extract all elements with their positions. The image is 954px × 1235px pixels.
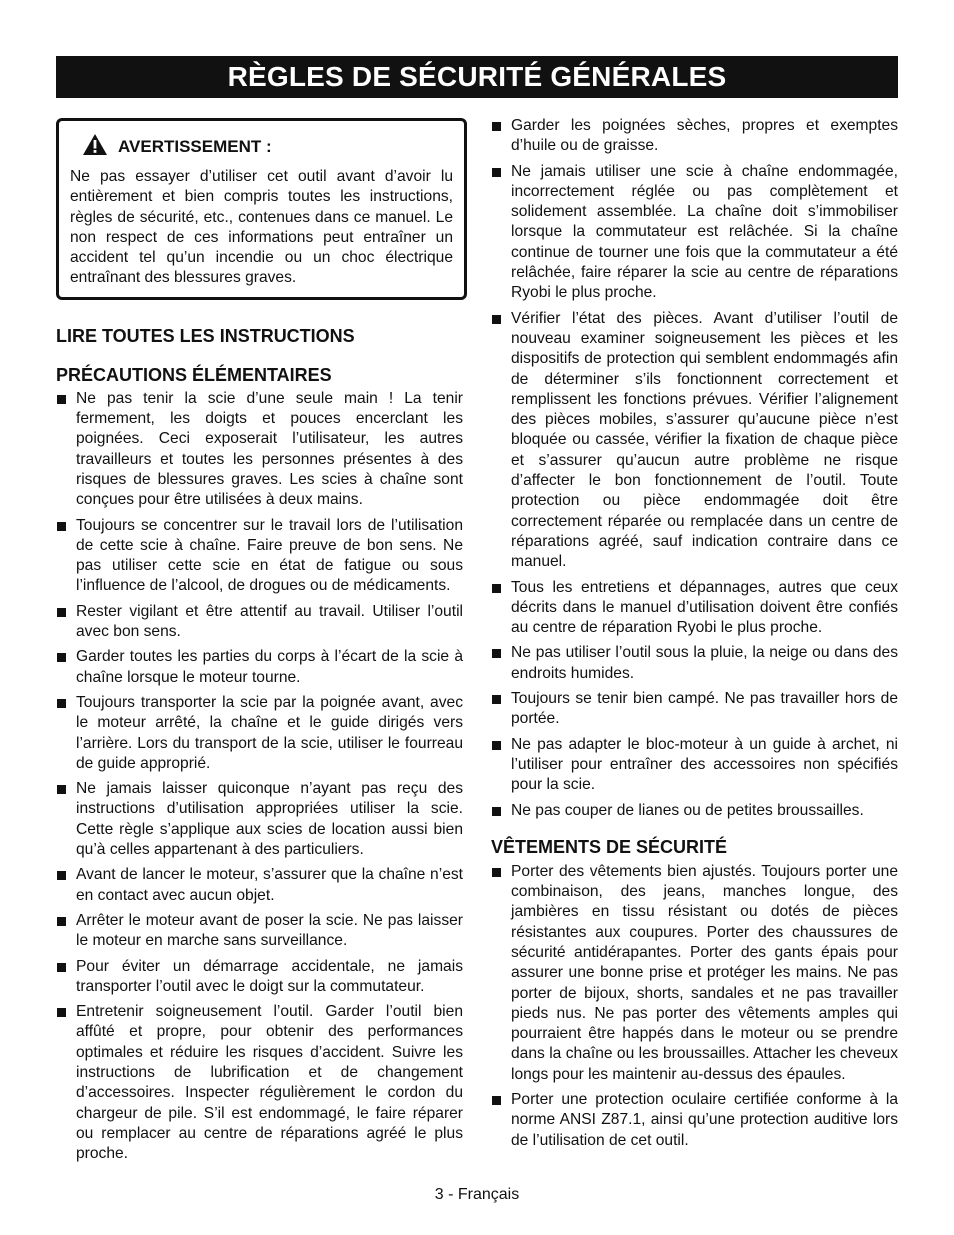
- warning-box: [56, 118, 467, 300]
- warning-header: [82, 133, 453, 161]
- list-item: Vérifier l’état des pièces. Avant d’utiliser l’outil de nouveau examiner soigneusement les pièces et les dispositifs de protection qui semblent endommagés afin de déterminer s’ils fonctionnent correctement et remplissent les fonctions prévues. Vérifier l’alignement des pièces mobiles, s’assurer qu’aucune pièce n’est bloquée ou cassée, vérifier la fixation de chaque pièce et s’assurer qu’aucun autre problème ne risque d’affecter le bon fonctionnement de l’outil. Toute protection ou pièce endommagée doit être correctement réparée ou remplacée dans un centre de réparations agréé, sauf indication contraire dans ce manuel.: [491, 309, 898, 573]
- bullet-square-icon: [57, 395, 66, 404]
- bullet-square-icon: [57, 871, 66, 880]
- bullet-square-icon: [492, 649, 501, 658]
- bullet-square-icon: [492, 315, 501, 324]
- bullet-square-icon: [57, 963, 66, 972]
- list-item: Pour éviter un démarrage accidentale, ne jamais transporter l’outil avec le doigt sur la commutateur.: [56, 957, 463, 998]
- precautions-list: [56, 389, 463, 1165]
- page-footer: 3 - Français: [434, 1186, 520, 1203]
- bullet-square-icon: [492, 1096, 501, 1105]
- bullet-square-icon: [57, 917, 66, 926]
- list-item: Tous les entretiens et dépannages, autres que ceux décrits dans le manuel d’utilisation doivent être confiés au centre de réparation Ryobi le plus proche.: [491, 578, 898, 639]
- bullet-square-icon: [492, 868, 501, 877]
- list-item: Entretenir soigneusement l’outil. Garder l’outil bien affûté et propre, pour obtenir des performances optimales et réduire les risques d’accident. Suivre les instructions de lubrification et de changement d’accessoires. Inspecter régulièrement le cordon du chargeur de pile. S’il est endommagé, le faire réparer ou remplacer au centre de réparations agréé le plus proche.: [56, 1002, 463, 1164]
- list-item: Arrêter le moteur avant de poser la scie. Ne pas laisser le moteur en marche sans surveillance.: [56, 911, 463, 952]
- bullet-square-icon: [57, 699, 66, 708]
- list-item: Porter une protection oculaire certifiée conforme à la norme ANSI Z87.1, ainsi qu’une protection auditive lors de l’utilisation de cet outil.: [491, 1090, 898, 1151]
- right-column: [491, 116, 898, 1156]
- page-title-bar: [56, 56, 898, 98]
- list-item: Ne pas utiliser l’outil sous la pluie, la neige ou dans des endroits humides.: [491, 643, 898, 684]
- bullet-square-icon: [57, 653, 66, 662]
- bullet-square-icon: [57, 608, 66, 617]
- list-item: Ne pas couper de lianes ou de petites broussailles.: [491, 801, 898, 821]
- heading-safety-clothing: VÊTEMENTS DE SÉCURITÉ: [491, 836, 728, 857]
- list-item: Ne pas tenir la scie d’une seule main ! La tenir fermement, les doigts et pouces encerclant les poignées. Ceci exposerait l’utilisateur, les autres travailleurs et toutes les personnes présentes à des risques de blessures graves. Les scies à chaîne sont conçues pour être utilisées à deux mains.: [56, 389, 463, 511]
- page-title: RÈGLES DE SÉCURITÉ GÉNÉRALES: [227, 61, 727, 92]
- clothing-list: [491, 862, 898, 1151]
- bullet-square-icon: [57, 522, 66, 531]
- warning-label: AVERTISSEMENT :: [118, 137, 272, 156]
- list-item: Toujours se concentrer sur le travail lors de l’utilisation de cette scie à chaîne. Faire preuve de bon sens. Ne pas utiliser cette scie en état de fatigue ou sous l’influence de l’alcool, de drogues ou de médicaments.: [56, 516, 463, 597]
- bullet-square-icon: [57, 785, 66, 794]
- list-item: Porter des vêtements bien ajustés. Toujours porter une combinaison, des jeans, manches longue, des jambières en tissu résistant ou dotés de pièces résistantes aux coupures. Porter des chaussures de sécurité antidérapantes. Porter des gants épais pour assurer une bonne prise et protéger les mains. Ne pas porter de bijoux, shorts, sandales et ne pas travailler pieds nus. Ne pas porter des vêtements amples qui pourraient être happés dans le moteur ou se prendre dans la chaîne ou les broussailles. Attacher les cheveux longs pour les maintenir au-dessus des épaules.: [491, 862, 898, 1085]
- heading-precautions: PRÉCAUTIONS ÉLÉMENTAIRES: [56, 364, 332, 385]
- bullet-square-icon: [492, 807, 501, 816]
- left-column: [56, 118, 463, 1169]
- bullet-square-icon: [492, 741, 501, 750]
- bullet-square-icon: [492, 168, 501, 177]
- heading-read-instructions: LIRE TOUTES LES INSTRUCTIONS: [56, 325, 355, 346]
- list-item: Garder les poignées sèches, propres et exemptes d’huile ou de graisse.: [491, 116, 898, 157]
- list-item: Ne jamais laisser quiconque n’ayant pas reçu des instructions d’utilisation appropriées utiliser la scie. Cette règle s’applique aux scies de location aussi bien qu’à celles appartenant à des particuliers.: [56, 779, 463, 860]
- precautions-list-continued: [491, 116, 898, 821]
- list-item: Ne jamais utiliser une scie à chaîne endommagée, incorrectement réglée ou pas complètement et solidement assemblée. La chaîne doit s’immobiliser lorsque la commutateur est relâchée. Si la chaîne continue de tourner une fois que la commutateur a été relâchée, faire réparer la scie au centre de réparations Ryobi le plus proche.: [491, 162, 898, 304]
- list-item: Avant de lancer le moteur, s’assurer que la chaîne n’est en contact avec aucun objet.: [56, 865, 463, 906]
- list-item: Ne pas adapter le bloc-moteur à un guide à archet, ni l’utiliser pour entraîner des accessoires non spécifiés pour la scie.: [491, 735, 898, 796]
- warning-triangle-icon: [82, 133, 108, 161]
- warning-text: Ne pas essayer d’utiliser cet outil avant d’avoir lu entièrement et bien compris toutes les instructions, règles de sécurité, etc., contenues dans ce manuel. Le non respect de ces informations peut entraîner un accident tel qu’un incendie ou un choc électrique entraînant des blessures graves.: [70, 168, 453, 287]
- list-item: Toujours transporter la scie par la poignée avant, avec le moteur arrêté, la chaîne et le guide dirigés vers l’arrière. Lors du transport de la scie, utiliser le fourreau de guide approprié.: [56, 693, 463, 774]
- bullet-square-icon: [492, 695, 501, 704]
- bullet-square-icon: [492, 122, 501, 131]
- list-item: Garder toutes les parties du corps à l’écart de la scie à chaîne lorsque le moteur tourne.: [56, 647, 463, 688]
- bullet-square-icon: [57, 1008, 66, 1017]
- bullet-square-icon: [492, 584, 501, 593]
- list-item: Toujours se tenir bien campé. Ne pas travailler hors de portée.: [491, 689, 898, 730]
- list-item: Rester vigilant et être attentif au travail. Utiliser l’outil avec bon sens.: [56, 602, 463, 643]
